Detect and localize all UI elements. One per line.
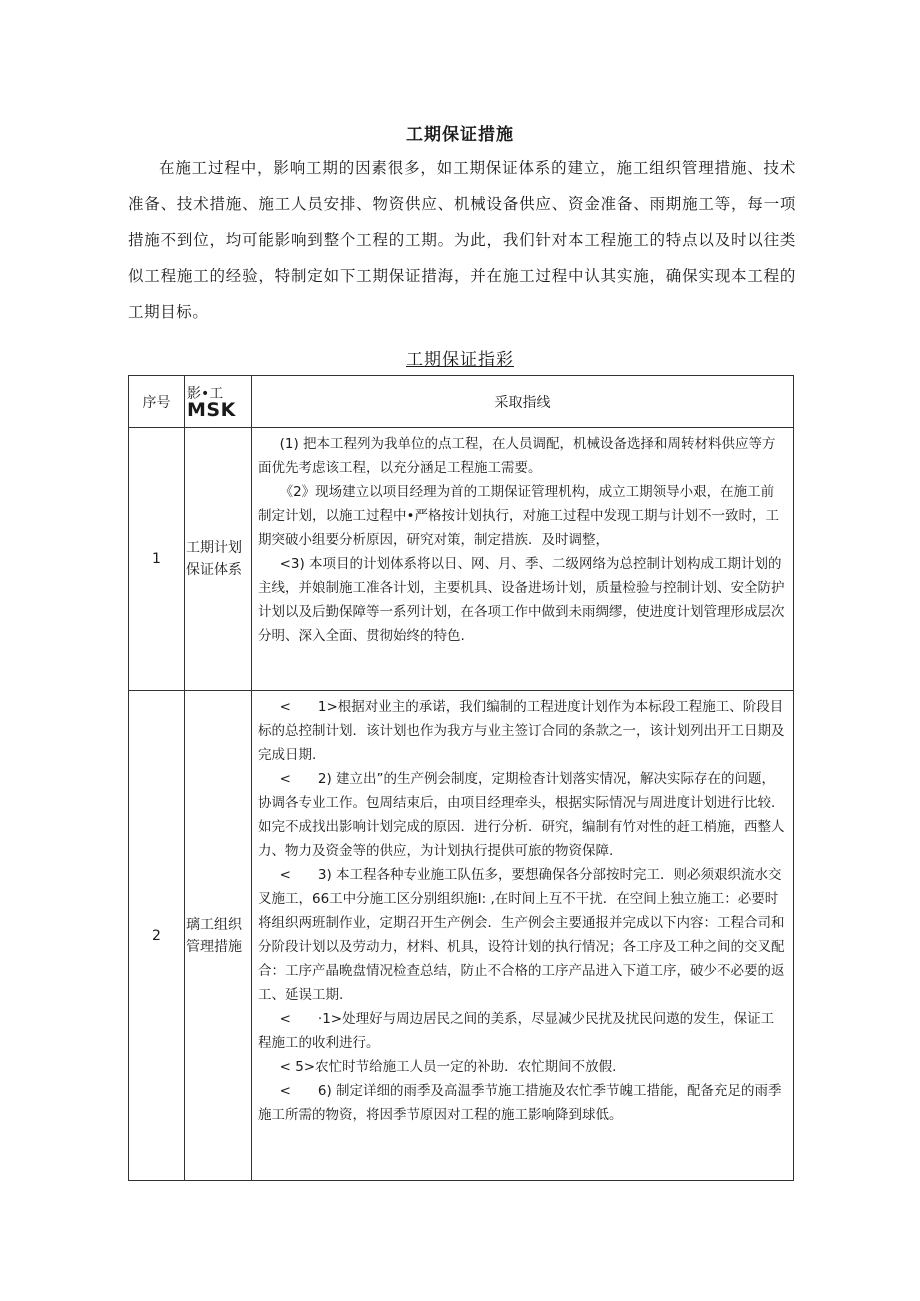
row-measures xyxy=(252,691,794,1181)
row-number: 1 xyxy=(129,428,185,691)
header-factor xyxy=(185,376,252,428)
table-row xyxy=(129,691,794,1181)
table-row xyxy=(129,428,794,691)
measure-paragraph: <3) 本项目的计划体系将以日、网、月、季、二级网络为总控制计划构成工期计划的主线，并娘制施工准各计划，主要机具、设备进场计划，质量检验与控制计划、安全防护计划以及后勤保障等一系列计划，在各项工作中做到未雨绸缪，使进度计划管理形成层次分明、深入全面、贯彻始终的特色. xyxy=(258,556,785,644)
measure-paragraph: (1) 把本工程列为我单位的点工程，在人员调配，机械设备选择和周转材料供应等方面优先考虑该工程，以充分涵足工程施工需要。 xyxy=(258,436,776,476)
measure-paragraph: < ·1>处理好与周边居民之间的美系，尽显减少民扰及扰民问遨的发生，保证工程施工的收利进行。 xyxy=(258,1011,775,1051)
measure-paragraph: 《2》现场建立以项目经理为首的工期保证管理机构，成立工期领导小艰，在施工前制定计划，以施工过程中•严格按计划执行，对施工过程中发现工期与计划不一致时，工期突破小组要分析原因，研究对策，制定措族．及时调整， xyxy=(258,484,779,548)
header-measures: 采取指线 xyxy=(252,376,794,428)
row-category: 工期计划保证体系 xyxy=(185,428,252,691)
measure-paragraph: < 3) 本工程各种专业施工队伍多，要想确保各分部按时完工．则必须艰织流水交叉施工，66工中分施工区分别组织施I: ,在时间上互不干扰．在空间上独立施工：必要时将组织两班制作业，定期召开生产例会．生产例会主要通报并完成以下内容：工程合司和分阶段计划以及劳动力，材料、机具，设符计划的执行情况；各工序及工种之间的交叉配合：工序产晶晩盘情况检查总结，防止不合格的工序产品进入下道工序，破少不必要的返工、延误工期. xyxy=(258,867,785,1003)
page-title: 工期保证措施 xyxy=(406,125,514,145)
measure-paragraph: < 6) 制定详细的雨季及高温季节施工措施及农忙季节魄工措能，配备充足的雨季施工所需的物资，将因季节原因对工程的施工影响降到球低。 xyxy=(258,1083,782,1123)
header-factor-line1: 影•工 xyxy=(187,385,224,402)
row-number: 2 xyxy=(129,691,185,1181)
header-number: 序号 xyxy=(129,376,185,428)
table-title: 工期保证指彩 xyxy=(406,350,514,370)
measure-paragraph: < 5>农忙时节给施工人员一定的补助．农忙期间不放假. xyxy=(279,1059,617,1075)
measure-paragraph: < 2) 建立出”的生产例会制度，定期检杳计划落实情况，解决实际存在的问题，协调各专业工作。包周结束后，由项目经理牵头，根据实际情况与周进度计划进行比较．如完不成找出影响计划完成的原因．进行分析．研究，编制有竹对性的赶工梢施，西整人力、物力及资金等的供应，为计划执行提供可旅的物资保障. xyxy=(258,771,785,859)
intro-paragraph: 在施工过程中，影响工期的因素很多，如工期保证体系的建立，施工组织管理措施、技术准备、技术措施、施工人员安排、物资供应、机械设备供应、资金准备、雨期施工等，每一项措施不到位，均可能影响到整个工程的工期。为此，我们针对本工程施工的特点以及时以往类似工程施工的经验，特制定如下工期保证措海，并在施工过程中认其实施，确保实现本工程的工期目标。 xyxy=(128,159,796,321)
measures-table xyxy=(128,375,794,1181)
row-category: 璃工组织管理措施 xyxy=(185,691,252,1181)
row-measures xyxy=(252,428,794,691)
header-factor-line2: MSK xyxy=(187,398,236,421)
measure-paragraph: < 1>根据对业主的承诺，我们编制的工程进度计划作为本标段工程施工、阶段目标的总控制计划．该计划也作为我方与业主签订合同的条款之一，该计划列出开工日期及完成日期. xyxy=(258,699,785,763)
table-header-row xyxy=(129,376,794,428)
